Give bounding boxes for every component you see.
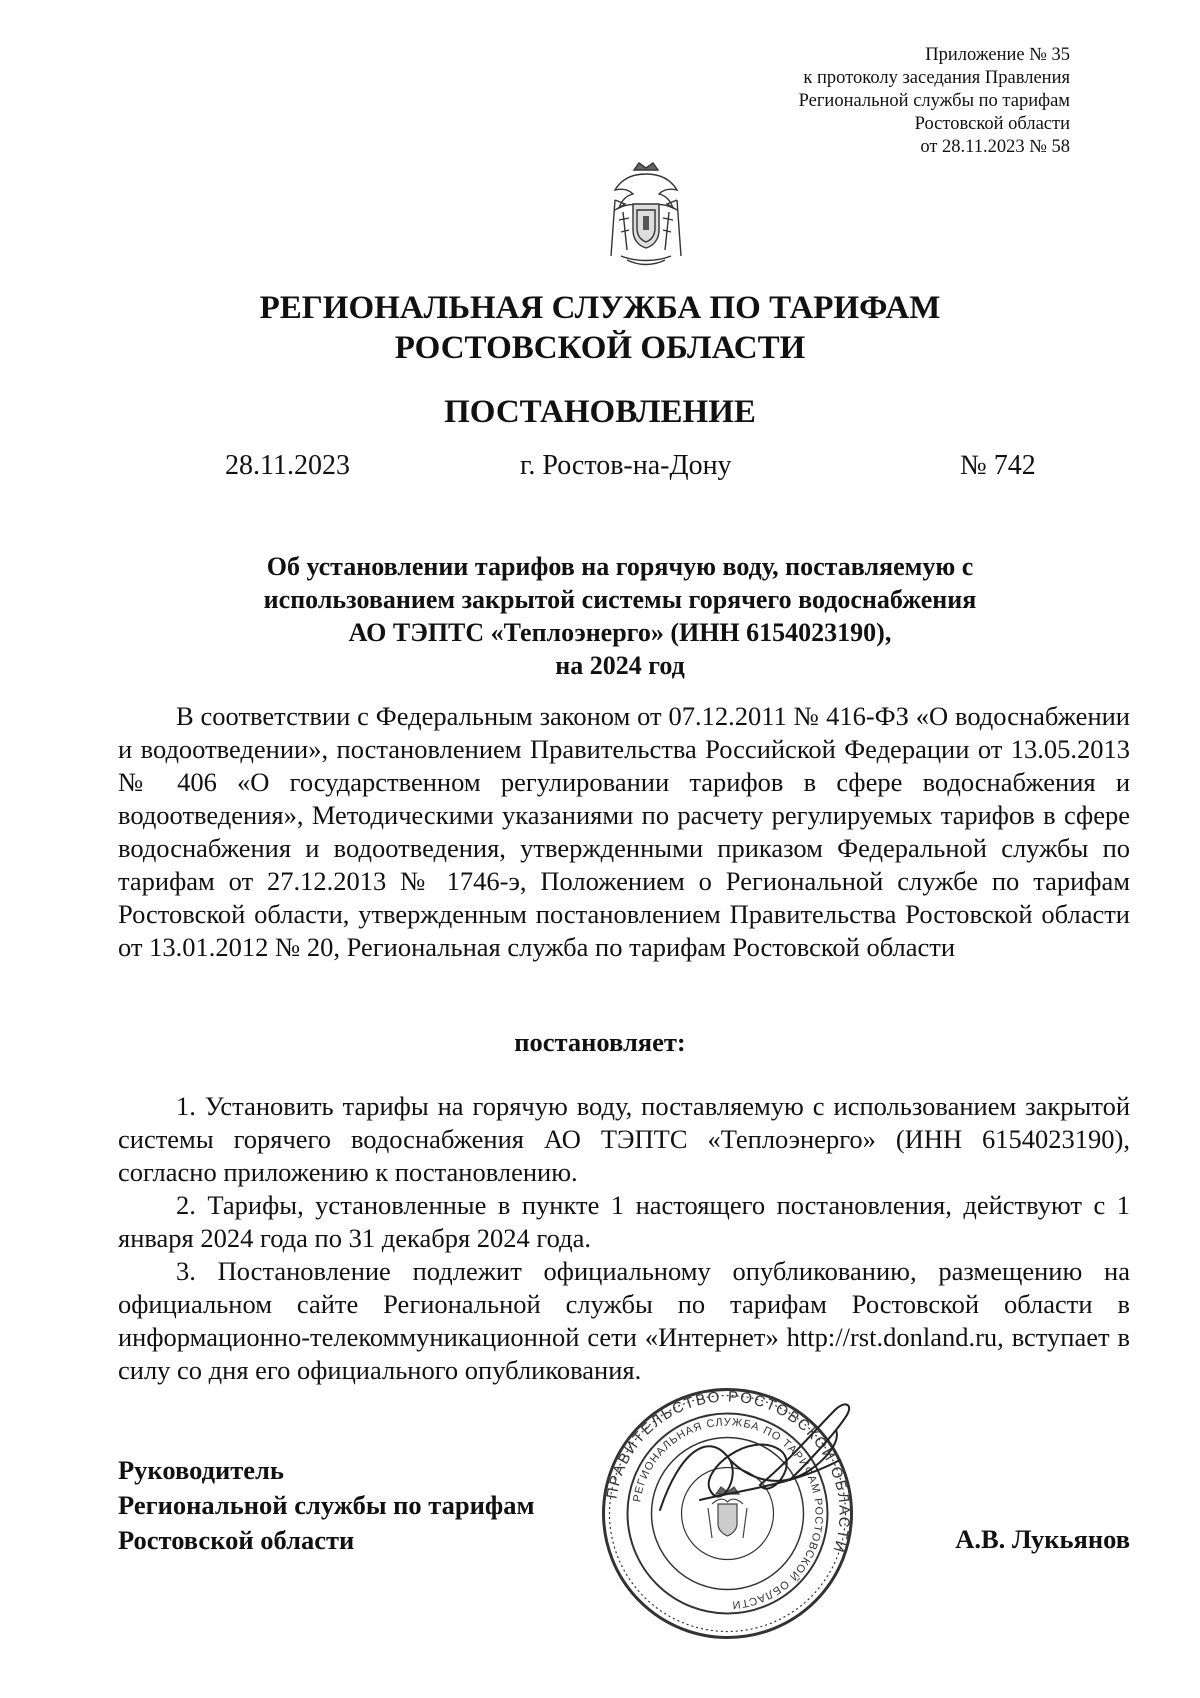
subject-line: АО ТЭПТС «Теплоэнерго» (ИНН 6154023190),: [348, 618, 892, 647]
resolution-item: 3. Постановление подлежит официальному опубликованию, размещению на официальном сайте Региональной службы по тарифам Ростовской области в информационно-телекоммуникационной сети «Интернет» http://rst.donland.ru, вступает в силу со дня его официального опубликования.: [118, 1256, 1130, 1385]
signatory-title: [118, 1453, 535, 1558]
resolves-heading: постановляет:: [514, 1027, 686, 1057]
document-number: № 742: [960, 450, 1036, 481]
appendix-line: Региональной службы по тарифам: [798, 91, 1070, 111]
signatory-title-line: Региональной службы по тарифам: [118, 1490, 535, 1520]
signatory-title-line: Руководитель: [118, 1455, 284, 1485]
handwritten-signature: [640, 1390, 890, 1550]
seal-inner-text: РЕГИОНАЛЬНАЯ СЛУЖБА ПО ТАРИФАМ РОСТОВСКОЙ ОБЛАСТИ: [631, 1416, 825, 1611]
resolution-items: [118, 1090, 1130, 1387]
subject-line: использованием закрытой системы горячего водоснабжения: [263, 585, 977, 614]
organization-line: РЕГИОНАЛЬНАЯ СЛУЖБА ПО ТАРИФАМ: [259, 290, 941, 326]
signatory-title-line: Ростовской области: [118, 1525, 355, 1555]
document-subject: [200, 550, 1040, 682]
subject-line: Об установлении тарифов на горячую воду, поставляемую с: [266, 552, 974, 581]
document-date: 28.11.2023: [225, 450, 350, 481]
signatory-name: А.В. Лукьянов: [955, 1524, 1130, 1554]
coat-of-arms-emblem: [601, 160, 691, 268]
appendix-line: к протоколу заседания Правления: [803, 68, 1070, 88]
resolution-item: 1. Установить тарифы на горячую воду, поставляемую с использованием закрытой системы горячего водоснабжения АО ТЭПТС «Теплоэнерго» (ИНН 6154023190), согласно приложению к постановлению.: [118, 1091, 1130, 1187]
appendix-note: [650, 44, 1070, 159]
document-city: г. Ростов-на-Дону: [520, 450, 732, 481]
subject-line: на 2024 год: [555, 651, 685, 680]
organization-name: [0, 288, 1200, 368]
appendix-line: Приложение № 35: [925, 45, 1070, 65]
document-type: ПОСТАНОВЛЕНИЕ: [444, 394, 756, 430]
appendix-line: от 28.11.2023 № 58: [920, 137, 1070, 157]
seal-outer-text: ПРАВИТЕЛЬСТВО РОСТОВСКОЙ ОБЛАСТИ: [603, 1388, 853, 1556]
appendix-line: Ростовской области: [914, 114, 1070, 134]
resolution-item: 2. Тарифы, установленные в пункте 1 настоящего постановления, действуют с 1 января 2024 года по 31 декабря 2024 года.: [118, 1190, 1130, 1253]
preamble-paragraph: В соответствии с Федеральным законом от 07.12.2011 № 416-ФЗ «О водоснабжении и водоотведении», постановлением Правительства Российской Федерации от 13.05.2013 № 406 «О государственном регулировании тарифов в сфере водоснабжения и водоотведения», Методическими указаниями по расчету регулируемых тарифов в сфере водоснабжения и водоотведения, утвержденными приказом Федеральной службы по тарифам от 27.12.2013 № 1746-э, Положением о Региональной службе по тарифам Ростовской области, утвержденным постановлением Правительства Ростовской области от 13.01.2012 № 20, Региональная служба по тарифам Ростовской области: [118, 701, 1130, 962]
organization-line: РОСТОВСКОЙ ОБЛАСТИ: [394, 330, 806, 366]
